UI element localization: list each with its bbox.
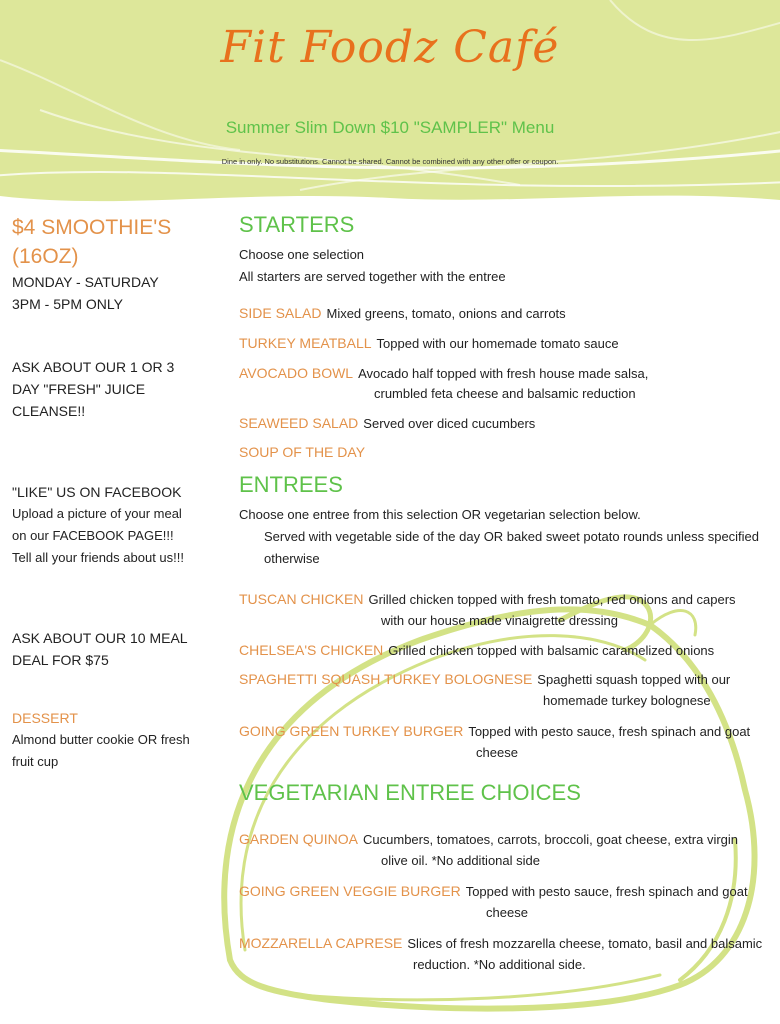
item-name: SPAGHETTI SQUASH TURKEY BOLOGNESE — [239, 671, 533, 687]
cleanse-line: DAY "FRESH" JUICE — [12, 381, 146, 397]
menu-item — [239, 441, 370, 464]
facebook-line: Upload a picture of your meal — [12, 506, 182, 521]
item-desc: Avocado half topped with fresh house made salsa, — [358, 366, 649, 381]
dessert-line: fruit cup — [12, 754, 59, 769]
starters-heading: STARTERS — [239, 212, 355, 237]
item-name: TURKEY MEATBALL — [239, 335, 372, 351]
facebook-line: on our FACEBOOK PAGE!!! — [12, 528, 174, 543]
menu-item — [239, 932, 762, 955]
facebook-note — [12, 481, 217, 569]
item-name: GOING GREEN VEGGIE BURGER — [239, 883, 461, 899]
item-name: SEAWEED SALAD — [239, 415, 359, 431]
item-desc: Grilled chicken topped with fresh tomato, red onions and capers — [368, 592, 736, 607]
item-name: GOING GREEN TURKEY BURGER — [239, 723, 464, 739]
item-desc: Mixed greens, tomato, onions and carrots — [326, 306, 566, 321]
vegetarian-heading: VEGETARIAN ENTREE CHOICES — [239, 780, 581, 805]
facebook-line: Tell all your friends about us!!! — [12, 550, 184, 565]
starters-note: All starters are served together with the entree — [239, 269, 506, 284]
item-name: AVOCADO BOWL — [239, 365, 354, 381]
item-desc: Cucumbers, tomatoes, carrots, broccoli, goat cheese, extra virgin — [363, 832, 739, 847]
item-name: GARDEN QUINOA — [239, 831, 359, 847]
item-name: SIDE SALAD — [239, 305, 322, 321]
item-desc: Served over diced cucumbers — [363, 416, 536, 431]
item-name: MOZZARELLA CAPRESE — [239, 935, 403, 951]
menu-item — [239, 332, 619, 355]
sidebar — [12, 213, 212, 315]
menu-item — [239, 668, 730, 691]
item-desc-cont: cheese — [476, 745, 518, 760]
facebook-line: "LIKE" US ON FACEBOOK — [12, 484, 182, 500]
disclaimer-text: Dine in only. No substitutions. Cannot be shared. Cannot be combined with any other offer or coupon. — [221, 157, 559, 166]
item-desc-cont: cheese — [486, 905, 528, 920]
cleanse-note — [12, 356, 212, 422]
menu-subtitle: Summer Slim Down $10 "SAMPLER" Menu — [225, 118, 555, 137]
menu-item — [239, 362, 648, 385]
item-name: CHELSEA'S CHICKEN — [239, 642, 384, 658]
item-desc: Topped with pesto sauce, fresh spinach and goat — [468, 724, 751, 739]
item-desc: Slices of fresh mozzarella cheese, tomato, basil and balsamic — [407, 936, 763, 951]
menu-item — [239, 302, 566, 325]
item-desc-cont: with our house made vinaigrette dressing — [381, 613, 619, 628]
menu-item — [239, 639, 714, 662]
entrees-note: Choose one entree from this selection OR vegetarian selection below. — [239, 507, 641, 522]
item-desc-cont: olive oil. *No additional side — [381, 853, 540, 868]
menu-item — [239, 588, 736, 611]
item-desc-cont: crumbled feta cheese and balsamic reduction — [374, 386, 636, 401]
smoothie-hours: 3PM - 5PM ONLY — [12, 296, 123, 312]
smoothie-heading: $4 SMOOTHIE'S — [12, 216, 172, 239]
smoothie-heading-size: (16OZ) — [12, 245, 79, 268]
dessert-line: Almond butter cookie OR fresh — [12, 732, 190, 747]
item-desc: Topped with our homemade tomato sauce — [376, 336, 619, 351]
dessert-section — [12, 707, 217, 773]
dessert-heading: DESSERT — [12, 710, 78, 726]
deal-line: DEAL FOR $75 — [12, 652, 109, 668]
menu-item — [239, 720, 750, 743]
entrees-note: Served with vegetable side of the day OR baked sweet potato rounds unless specified — [264, 529, 760, 544]
item-desc: Topped with pesto sauce, fresh spinach and goat — [465, 884, 748, 899]
deal-line: ASK ABOUT OUR 10 MEAL — [12, 630, 188, 646]
meal-deal-note — [12, 627, 212, 671]
smoothie-days: MONDAY - SATURDAY — [12, 274, 159, 290]
menu-item — [239, 880, 748, 903]
menu-item — [239, 412, 535, 435]
menu-item — [239, 828, 738, 851]
cleanse-line: ASK ABOUT OUR 1 OR 3 — [12, 359, 175, 375]
cleanse-line: CLEANSE!! — [12, 403, 86, 419]
item-desc: Spaghetti squash topped with our — [537, 672, 731, 687]
cafe-title: Fit Foodz Café — [220, 22, 560, 73]
item-name: SOUP OF THE DAY — [239, 444, 366, 460]
starters-note: Choose one selection — [239, 247, 365, 262]
item-name: TUSCAN CHICKEN — [239, 591, 364, 607]
entrees-note: otherwise — [264, 551, 320, 566]
item-desc: Grilled chicken topped with balsamic caramelized onions — [388, 643, 715, 658]
item-desc-cont: reduction. *No additional side. — [413, 957, 586, 972]
entrees-heading: ENTREES — [239, 472, 343, 497]
item-desc-cont: homemade turkey bolognese — [543, 693, 711, 708]
